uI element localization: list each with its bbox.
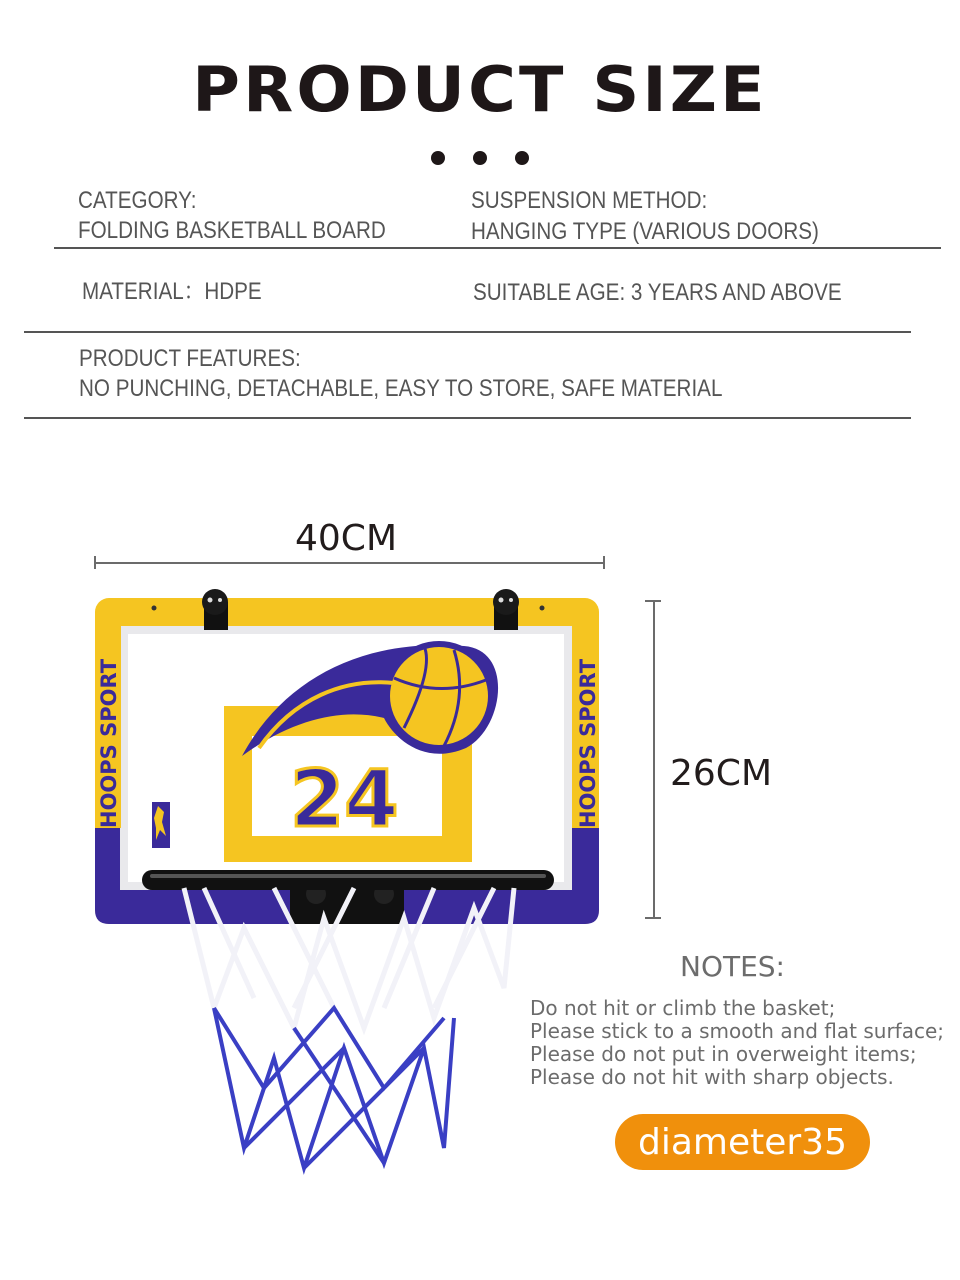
width-label: 40CM <box>295 518 398 559</box>
divider <box>54 247 941 249</box>
height-dimension-line <box>653 600 655 918</box>
height-tick <box>645 600 661 602</box>
divider <box>24 331 911 333</box>
dot-icon <box>431 151 445 165</box>
brand-text-left: HOOPS SPORT <box>97 658 121 828</box>
width-dimension-line <box>94 562 605 564</box>
decorative-dots <box>0 151 960 165</box>
brand-text-right: HOOPS SPORT <box>576 658 600 828</box>
note-item: Please do not hit with sharp objects. <box>530 1065 894 1089</box>
page-title: PRODUCT SIZE <box>192 53 768 126</box>
features-value: NO PUNCHING, DETACHABLE, EASY TO STORE, SAFE MATERIAL <box>79 375 723 402</box>
height-label: 26CM <box>670 753 773 794</box>
suspension-label: SUSPENSION METHOD: <box>471 187 708 214</box>
category-label: CATEGORY: <box>78 187 197 214</box>
product-image <box>94 588 600 1188</box>
suspension-value: HANGING TYPE (VARIOUS DOORS) <box>471 218 819 245</box>
notes-title: NOTES: <box>680 950 785 983</box>
dot-icon <box>515 151 529 165</box>
note-item: Do not hit or climb the basket; <box>530 996 836 1020</box>
width-tick <box>94 556 96 569</box>
features-label: PRODUCT FEATURES: <box>79 345 301 372</box>
basketball-hoop-illustration <box>94 588 600 1188</box>
note-item: Please do not put in overweight items; <box>530 1042 917 1066</box>
category-value: FOLDING BASKETBALL BOARD <box>78 217 386 244</box>
width-tick <box>603 556 605 569</box>
diameter-badge: diameter35 <box>615 1114 870 1170</box>
note-item: Please stick to a smooth and flat surface; <box>530 1019 945 1043</box>
dot-icon <box>473 151 487 165</box>
jersey-number: 24 <box>290 755 399 845</box>
divider <box>24 417 911 419</box>
material-spec: MATERIAL：HDPE <box>82 278 262 305</box>
age-spec: SUITABLE AGE: 3 YEARS AND ABOVE <box>473 279 842 306</box>
height-tick <box>645 917 661 919</box>
